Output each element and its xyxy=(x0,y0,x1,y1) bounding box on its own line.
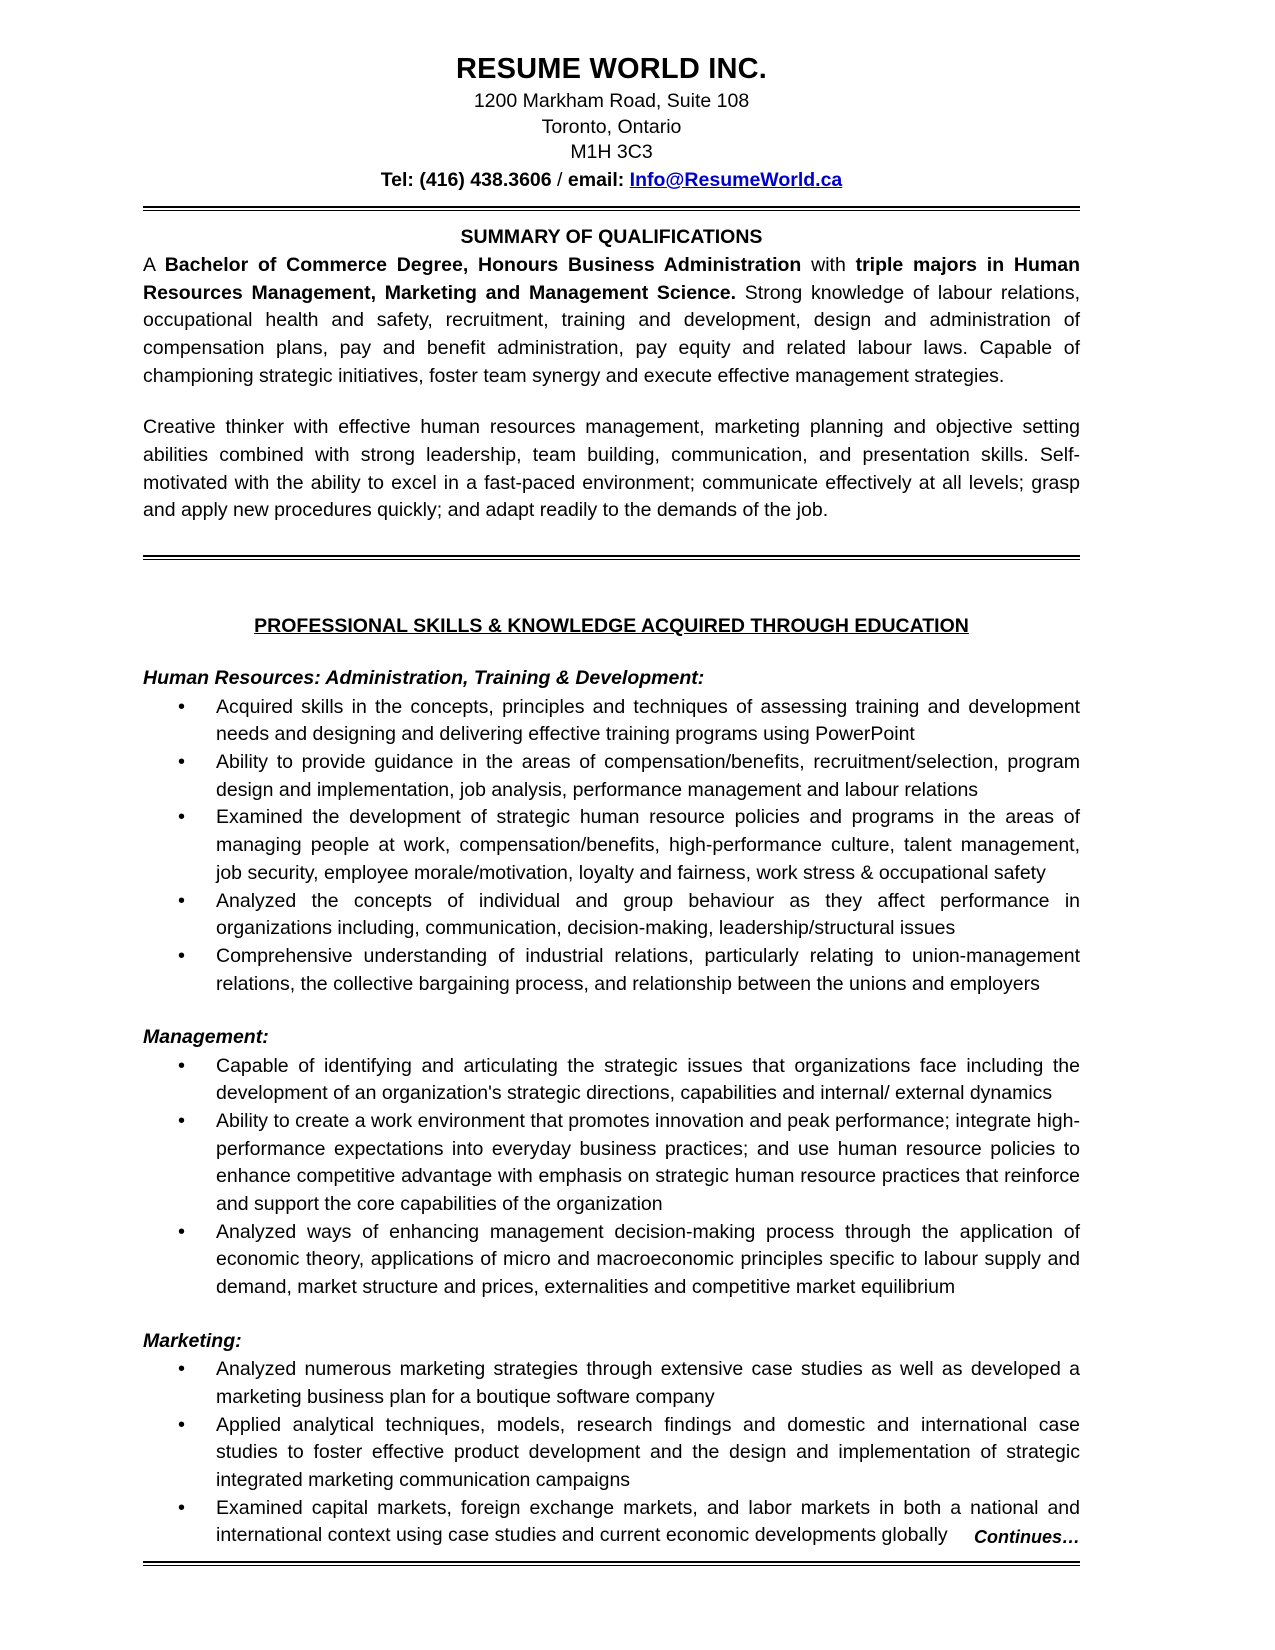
bullet-list-human-resources xyxy=(143,694,1080,999)
list-item: • Capable of identifying and articulating the strategic issues that organizations face including the development of an organization's strategic directions, capabilities and internal/ external dynamics xyxy=(143,1053,1080,1108)
header-divider xyxy=(143,206,1080,211)
bullet-list-marketing xyxy=(143,1356,1080,1550)
list-item: • Analyzed ways of enhancing management decision-making process through the application of economic theory, applications of micro and macroeconomic principles specific to labour supply and demand, market structure and prices, externalities and competitive market equilibrium xyxy=(143,1219,1080,1302)
list-item: • Comprehensive understanding of industrial relations, particularly relating to union-management relations, the collective bargaining process, and relationship between the unions and employers xyxy=(143,943,1080,998)
footer xyxy=(143,1527,1080,1566)
footer-divider xyxy=(143,1561,1080,1566)
email-link[interactable]: Info@ResumeWorld.ca xyxy=(629,168,843,191)
summary-bold-degree: Bachelor of Commerce Degree, Honours Business Administration xyxy=(164,253,802,276)
summary-text-a: A xyxy=(143,253,165,276)
summary-divider xyxy=(143,555,1080,560)
address-line-2: Toronto, Ontario xyxy=(541,115,682,138)
list-item: • Applied analytical techniques, models, research findings and domestic and international case studies to foster effective product development and the design and implementation of strategic integrated marketing communication campaigns xyxy=(143,1412,1080,1495)
postal-code: M1H 3C3 xyxy=(570,141,653,164)
summary-paragraph-2: Creative thinker with effective human resources management, marketing planning and objective setting abilities combined with strong leadership, team building, communication, and presentation skills. Self-motivated with the ability to excel in a fast-paced environment; communicate effectively at all levels; grasp and apply new procedures quickly; and adapt readily to the demands of the job. xyxy=(143,416,1080,522)
list-item: • Ability to create a work environment that promotes innovation and peak performance; integrate high-performance expectations into everyday business practices; and use human resource policies to enhance competitive advantage with emphasis on strategic human resource practices that reinforce and support the core capabilities of the organization xyxy=(143,1108,1080,1219)
group-title-marketing: Marketing: xyxy=(143,1329,242,1352)
professional-skills-heading: PROFESSIONAL SKILLS & KNOWLEDGE ACQUIRED THROUGH EDUCATION xyxy=(254,615,969,638)
continues-label: Continues… xyxy=(974,1527,1080,1547)
company-name: RESUME WORLD INC. xyxy=(455,53,768,85)
list-item: • Analyzed numerous marketing strategies through extensive case studies as well as developed a marketing business plan for a boutique software company xyxy=(143,1356,1080,1411)
group-title-management: Management: xyxy=(143,1026,269,1049)
email-label: email: xyxy=(567,168,630,191)
telephone-number: Tel: (416) 438.3606 xyxy=(380,168,552,191)
letterhead xyxy=(143,52,1080,194)
list-item: • Examined capital markets, foreign exchange markets, and labor markets in both a national and international context using case studies and current economic developments globally xyxy=(143,1495,1080,1550)
list-item: • Ability to provide guidance in the areas of compensation/benefits, recruitment/selection, program design and implementation, job analysis, performance management and labour relations xyxy=(143,749,1080,804)
address-line-1: 1200 Markham Road, Suite 108 xyxy=(473,90,750,113)
summary-text-c: Strong knowledge of labour relations, occupational health and safety, recruitment, training and development, design and administration of compensation plans, pay and benefit administration, pay equity and related labour laws. Capable of championing strategic initiatives, foster team synergy and execute effective management strategies. xyxy=(143,281,1080,387)
contact-separator: / xyxy=(551,168,568,191)
summary-bold-majors: triple majors in Human Resources Management, Marketing and Management Science. xyxy=(143,253,1080,304)
bullet-list-management xyxy=(143,1053,1080,1302)
list-item: • Examined the development of strategic human resource policies and programs in the areas of managing people at work, compensation/benefits, high-performance culture, talent management, job security, employee morale/motivation, loyalty and fairness, work stress & occupational safety xyxy=(143,804,1080,887)
list-item: • Acquired skills in the concepts, principles and techniques of assessing training and development needs and designing and delivering effective training programs using PowerPoint xyxy=(143,694,1080,749)
group-title-human-resources: Human Resources: Administration, Training & Development: xyxy=(143,667,705,690)
list-item: • Analyzed the concepts of individual and group behaviour as they affect performance in organizations including, communication, decision-making, leadership/structural issues xyxy=(143,888,1080,943)
summary-text-b: with xyxy=(801,253,856,276)
summary-heading: SUMMARY OF QUALIFICATIONS xyxy=(460,225,763,248)
summary-paragraph-1 xyxy=(143,252,1080,390)
contact-line xyxy=(143,168,1080,194)
